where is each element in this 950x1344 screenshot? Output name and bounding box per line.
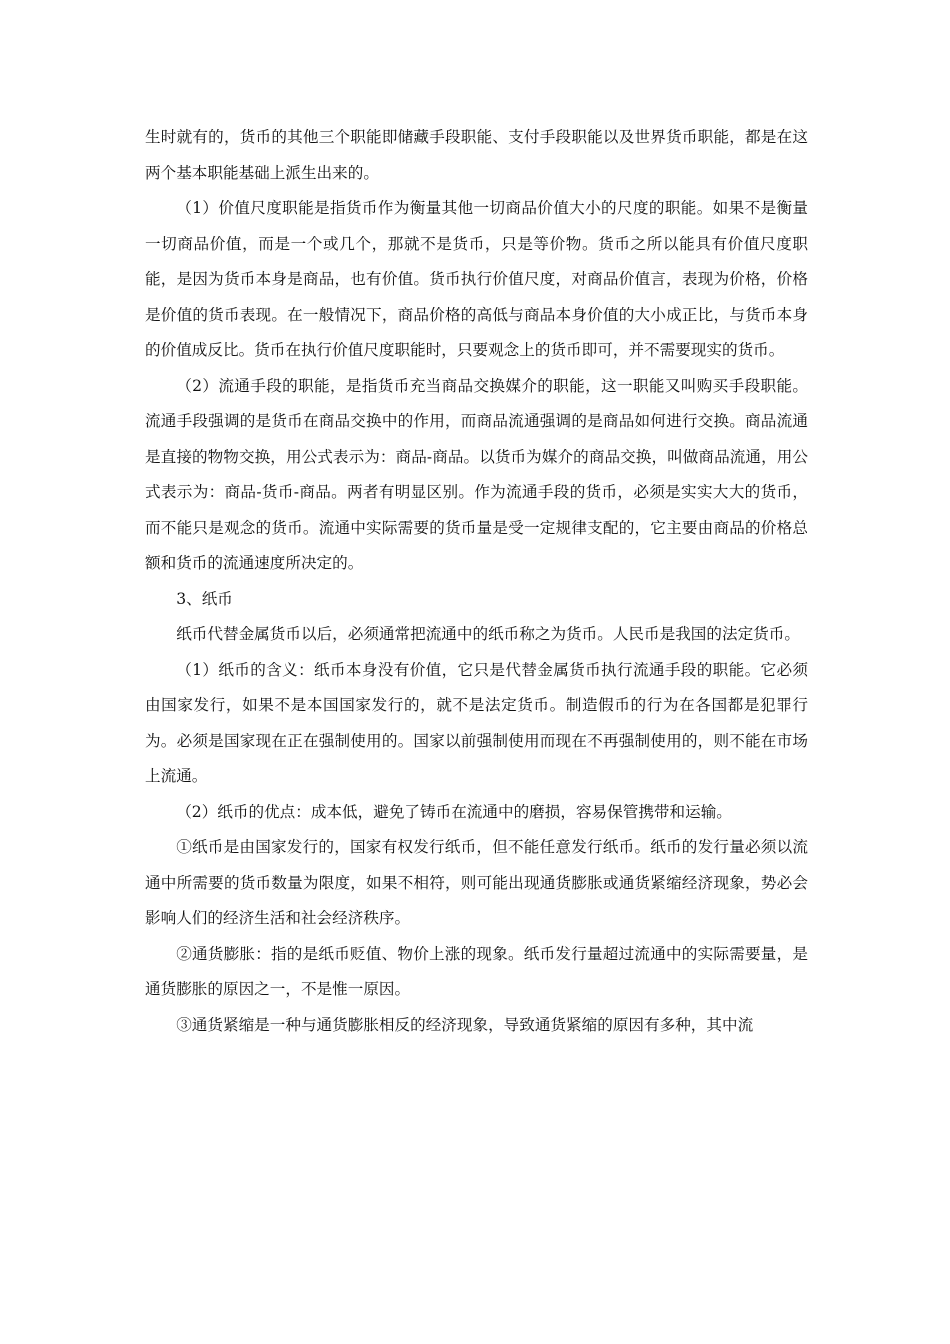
- paragraph-continuation: 生时就有的，货币的其他三个职能即储藏手段职能、支付手段职能以及世界货币职能，都是在这两个基本职能基础上派生出来的。: [145, 128, 808, 182]
- paragraph-deflation: ③通货紧缩是一种与通货膨胀相反的经济现象，导致通货紧缩的原因有多种，其中流: [176, 1015, 754, 1034]
- paragraph-paper-money-meaning: （1）纸币的含义：纸币本身没有价值，它只是代替金属货币执行流通手段的职能。它必须由国家发行，如果不是本国国家发行的，就不是法定货币。制造假币的行为在各国都是犯罪行为。必须是国家现在正在强制使用的。国家以前强制使用而现在不再强制使用的，则不能在市场上流通。: [145, 660, 808, 785]
- paragraph-paper-money-intro: 纸币代替金属货币以后，必须通常把流通中的纸币称之为货币。人民币是我国的法定货币。: [176, 625, 800, 643]
- section-heading-paper-money: 3、纸币: [176, 589, 233, 608]
- document-body: [145, 120, 808, 1043]
- paragraph-inflation: ②通货膨胀：指的是纸币贬值、物价上涨的现象。纸币发行量超过流通中的实际需要量，是通货膨胀的原因之一，不是惟一原因。: [145, 944, 808, 998]
- paragraph-paper-money-advantages: （2）纸币的优点：成本低，避免了铸币在流通中的磨损，容易保管携带和运输。: [176, 802, 732, 821]
- paragraph-value-measure: （1）价值尺度职能是指货币作为衡量其他一切商品价值大小的尺度的职能。如果不是衡量一切商品价值，而是一个或几个，那就不是货币，只是等价物。货币之所以能具有价值尺度职能，是因为货币本身是商品，也有价值。货币执行价值尺度，对商品价值言，表现为价格，价格是价值的货币表现。在一般情况下，商品价格的高低与商品本身价值的大小成正比，与货币本身的价值成反比。货币在执行价值尺度职能时，只要观念上的货币即可，并不需要现实的货币。: [145, 199, 808, 359]
- paragraph-circulation-means: （2）流通手段的职能，是指货币充当商品交换媒介的职能，这一职能又叫购买手段职能。流通手段强调的是货币在商品交换中的作用，而商品流通强调的是商品如何进行交换。商品流通是直接的物物交换，用公式表示为：商品-商品。以货币为媒介的商品交换，叫做商品流通，用公式表示为：商品-货币-商品。两者有明显区别。作为流通手段的货币，必须是实实大大的货币，而不能只是观念的货币。流通中实际需要的货币量是受一定规律支配的，它主要由商品的价格总额和货币的流通速度所决定的。: [145, 376, 808, 572]
- paragraph-issuance: ①纸币是由国家发行的，国家有权发行纸币，但不能任意发行纸币。纸币的发行量必须以流通中所需要的货币数量为限度，如果不相符，则可能出现通货膨胀或通货紧缩经济现象，势必会影响人们的经济生活和社会经济秩序。: [145, 838, 808, 927]
